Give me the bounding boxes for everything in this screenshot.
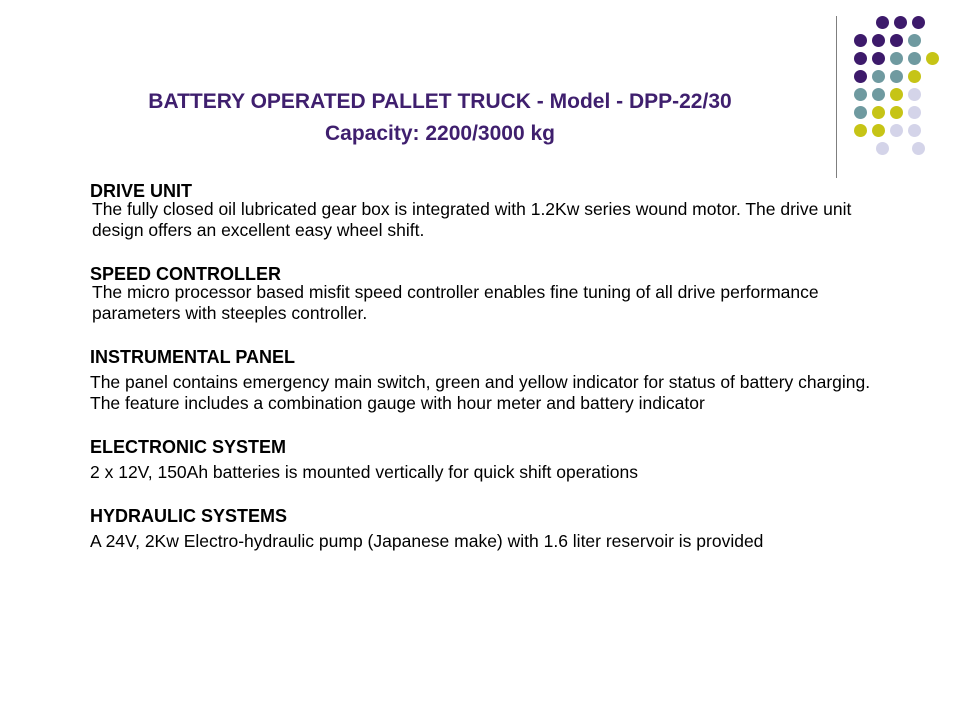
slide-title — [40, 86, 840, 150]
decor-dot — [872, 124, 885, 137]
decor-dot — [854, 106, 867, 119]
decor-dot — [854, 88, 867, 101]
decor-dot — [872, 70, 885, 83]
decor-dot — [894, 16, 907, 29]
decor-dot — [854, 70, 867, 83]
section-heading: SPEED CONTROLLER — [90, 264, 282, 284]
dot-grid-decoration — [850, 10, 960, 160]
decor-dot — [872, 88, 885, 101]
title-line-2: Capacity: 2200/3000 kg — [325, 122, 555, 145]
section-electronic-system — [90, 436, 890, 483]
decor-dot — [854, 124, 867, 137]
decor-dot — [854, 34, 867, 47]
section-heading: HYDRAULIC SYSTEMS — [90, 506, 288, 526]
decor-dot — [890, 124, 903, 137]
decor-dot — [890, 70, 903, 83]
decor-dot — [908, 52, 921, 65]
section-heading: DRIVE UNIT — [90, 181, 193, 201]
title-line-1: BATTERY OPERATED PALLET TRUCK - Model - DPP-22/30 — [148, 90, 732, 113]
decor-dot — [872, 106, 885, 119]
decor-dot — [926, 52, 939, 65]
decor-dot — [908, 70, 921, 83]
section-text: 2 x 12V, 150Ah batteries is mounted vertically for quick shift operations — [90, 462, 638, 482]
decor-dot — [908, 34, 921, 47]
decor-dot — [872, 52, 885, 65]
section-speed-controller — [90, 263, 890, 324]
section-hydraulic-systems — [90, 505, 890, 552]
decor-dot — [854, 52, 867, 65]
decor-dot — [908, 88, 921, 101]
decor-dot — [912, 142, 925, 155]
section-text: The panel contains emergency main switch, green and yellow indicator for status of battery charging. The feature includes a combination gauge with hour meter and battery indicator — [90, 372, 871, 413]
decor-dot — [876, 142, 889, 155]
decor-dot — [890, 52, 903, 65]
decor-dot — [890, 34, 903, 47]
section-heading: ELECTRONIC SYSTEM — [90, 437, 287, 457]
slide-body — [90, 180, 890, 567]
divider-line — [836, 16, 837, 178]
section-drive-unit — [90, 180, 890, 241]
section-text: The fully closed oil lubricated gear box is integrated with 1.2Kw series wound motor. The drive unit design offers an excellent easy wheel shift. — [92, 199, 852, 240]
section-text: The micro processor based misfit speed controller enables fine tuning of all drive performance parameters with steeples controller. — [92, 282, 819, 323]
decor-dot — [890, 88, 903, 101]
section-instrumental-panel — [90, 346, 890, 414]
decor-dot — [890, 106, 903, 119]
decor-dot — [876, 16, 889, 29]
decor-dot — [908, 106, 921, 119]
section-text: A 24V, 2Kw Electro-hydraulic pump (Japanese make) with 1.6 liter reservoir is provided — [90, 531, 764, 551]
section-heading: INSTRUMENTAL PANEL — [90, 347, 295, 367]
decor-dot — [908, 124, 921, 137]
decor-dot — [872, 34, 885, 47]
decor-dot — [912, 16, 925, 29]
